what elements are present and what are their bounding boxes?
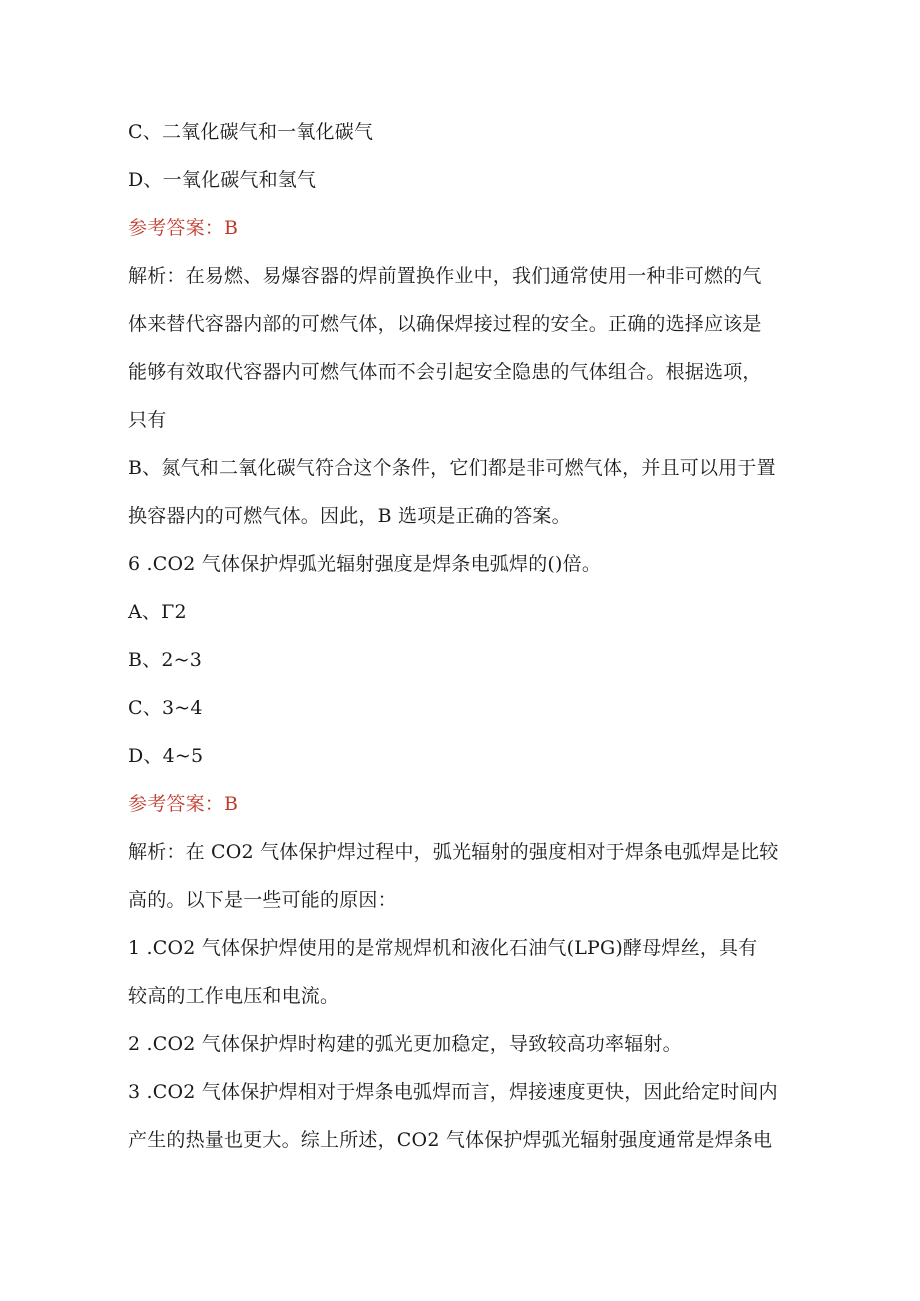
answer-q5: 参考答案：B [128, 217, 239, 239]
explanation-q5-line-4: 只有 [128, 409, 167, 431]
option-c-q5: C、二氧化碳气和一氧化碳气 [128, 121, 374, 143]
explanation-q5-line-6: 换容器内的可燃气体。因此，B 选项是正确的答案。 [128, 505, 571, 527]
explanation-q5-line-5: B、氮气和二氧化碳气符合这个条件，它们都是非可燃气体，并且可以用于置 [128, 457, 776, 479]
option-d-q6: D、4~5 [128, 745, 204, 767]
explanation-q6-item-3-line-2: 产生的热量也更大。综上所述，CO2 气体保护焊弧光辐射强度通常是焊条电 [128, 1129, 773, 1151]
explanation-q6-item-3-line-1: 3 .CO2 气体保护焊相对于焊条电弧焊而言，焊接速度更快，因此给定时间内 [128, 1081, 778, 1103]
explanation-q6-item-2: 2 .CO2 气体保护焊时构建的弧光更加稳定，导致较高功率辐射。 [128, 1033, 682, 1055]
explanation-q6-item-1-line-1: 1 .CO2 气体保护焊使用的是常规焊机和液化石油气(LPG)酵母焊丝，具有 [128, 937, 758, 959]
question-6: 6 .CO2 气体保护焊弧光辐射强度是焊条电弧焊的()倍。 [128, 553, 602, 575]
explanation-q6-line-2: 高的。以下是一些可能的原因： [128, 889, 397, 911]
explanation-q5-line-3: 能够有效取代容器内可燃气体而不会引起安全隐患的气体组合。根据选项， [128, 361, 762, 383]
option-d-q5: D、一氧化碳气和氢气 [128, 169, 317, 191]
option-a-q6: A、Γ2 [128, 601, 187, 623]
answer-q6: 参考答案：B [128, 793, 239, 815]
explanation-q5-line-2: 体来替代容器内部的可燃气体，以确保焊接过程的安全。正确的选择应该是 [128, 313, 762, 335]
option-c-q6: C、3~4 [128, 697, 203, 719]
explanation-q6-item-1-line-2: 较高的工作电压和电流。 [128, 985, 340, 1007]
explanation-q5-line-1: 解析：在易燃、易爆容器的焊前置换作业中，我们通常使用一种非可燃的气 [128, 265, 762, 287]
explanation-q6-line-1: 解析：在 CO2 气体保护焊过程中，弧光辐射的强度相对于焊条电弧焊是比较 [128, 841, 779, 863]
option-b-q6: B、2~3 [128, 649, 203, 671]
